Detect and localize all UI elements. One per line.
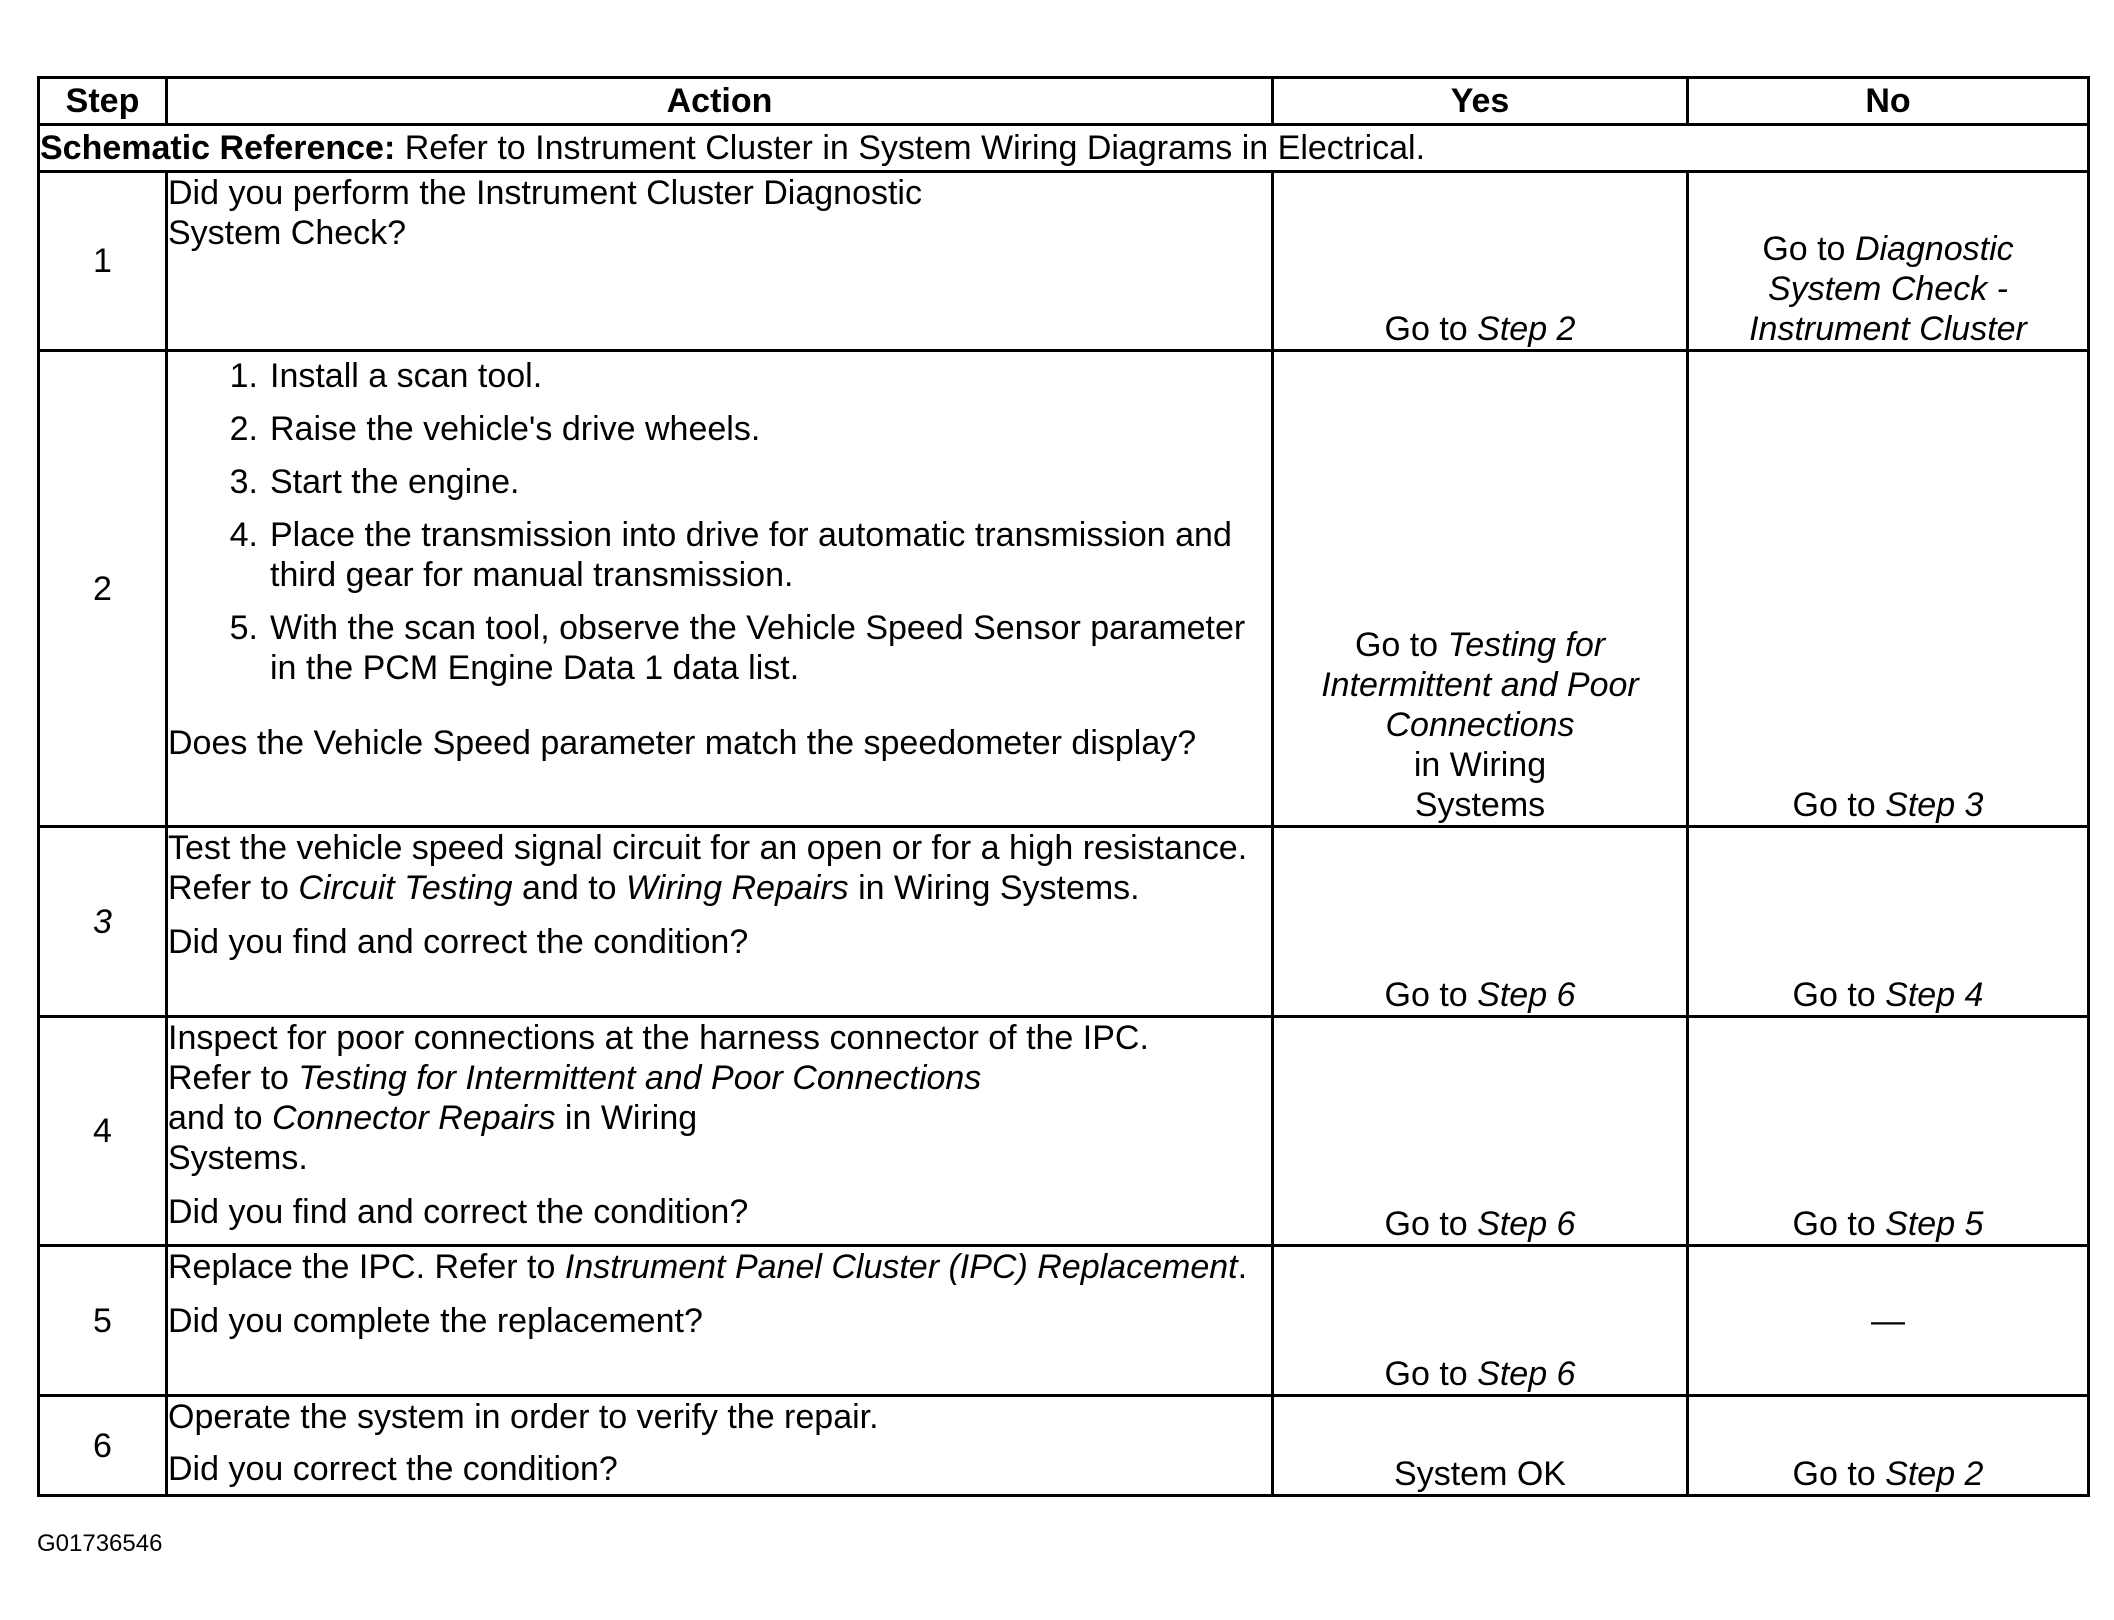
item-number: 2. bbox=[229, 410, 258, 448]
yes-cell bbox=[1273, 1396, 1688, 1496]
step-number: 5 bbox=[39, 1246, 167, 1396]
action-cell bbox=[167, 1246, 1273, 1396]
step-number: 6 bbox=[39, 1396, 167, 1496]
yes-cell bbox=[1273, 172, 1688, 351]
action-cell bbox=[167, 827, 1273, 1017]
item-text: With the scan tool, observe the Vehicle Speed Sensor parameter in the PCM Engine Data 1 data list. bbox=[270, 609, 1246, 687]
table-row bbox=[39, 172, 2089, 351]
header-step: Step bbox=[39, 78, 167, 125]
item-text: Place the transmission into drive for automatic transmission and third gear for manual transmission. bbox=[270, 516, 1232, 594]
no-prefix: Go to bbox=[1792, 976, 1876, 1014]
action-cell bbox=[167, 172, 1273, 351]
yes-cell bbox=[1273, 827, 1688, 1017]
yes-cell bbox=[1273, 1246, 1688, 1396]
yes-prefix: Go to bbox=[1384, 976, 1468, 1014]
action-text-part: in Wiring bbox=[564, 1099, 698, 1137]
table-row bbox=[39, 1017, 2089, 1246]
action-text-part: . bbox=[1237, 1248, 1248, 1286]
action-text-part: Refer to bbox=[168, 1059, 289, 1097]
header-action: Action bbox=[167, 78, 1273, 125]
yes-prefix: Go to bbox=[1384, 1355, 1468, 1393]
yes-suffix: in Wiring bbox=[1413, 746, 1547, 784]
action-text bbox=[168, 1247, 1271, 1287]
list-item bbox=[208, 462, 1271, 502]
diagnostic-table bbox=[37, 76, 2090, 1497]
action-cell bbox=[167, 351, 1273, 827]
yes-link[interactable]: Step 6 bbox=[1477, 1355, 1576, 1393]
yes-cell bbox=[1273, 351, 1688, 827]
item-text: Install a scan tool. bbox=[270, 357, 543, 395]
action-text bbox=[168, 828, 1271, 908]
yes-text: System OK bbox=[1394, 1455, 1566, 1493]
no-cell bbox=[1688, 1246, 2089, 1396]
schematic-reference bbox=[39, 125, 2089, 172]
header-yes: Yes bbox=[1273, 78, 1688, 125]
table-row bbox=[39, 351, 2089, 827]
no-link[interactable]: Step 4 bbox=[1885, 976, 1984, 1014]
action-text: Operate the system in order to verify the repair. bbox=[168, 1398, 879, 1436]
item-text: Raise the vehicle's drive wheels. bbox=[270, 410, 761, 448]
action-question: Did you find and correct the condition? bbox=[168, 923, 749, 961]
schematic-row bbox=[39, 125, 2089, 172]
no-cell bbox=[1688, 351, 2089, 827]
action-text-part: in Wiring Systems. bbox=[858, 869, 1140, 907]
table-row bbox=[39, 827, 2089, 1017]
action-text-part: Replace the IPC. Refer to bbox=[168, 1248, 556, 1286]
list-item bbox=[208, 515, 1271, 595]
yes-prefix: Go to bbox=[1384, 1205, 1468, 1243]
schematic-text: Refer to Instrument Cluster in System Wiring Diagrams in Electrical. bbox=[404, 129, 1426, 167]
no-prefix: Go to bbox=[1762, 230, 1846, 268]
no-cell bbox=[1688, 827, 2089, 1017]
item-text: Start the engine. bbox=[270, 463, 520, 501]
action-text-part: Systems. bbox=[168, 1139, 308, 1177]
no-cell bbox=[1688, 1396, 2089, 1496]
step-number: 1 bbox=[39, 172, 167, 351]
table-row bbox=[39, 1396, 2089, 1496]
header-row bbox=[39, 78, 2089, 125]
action-cell bbox=[167, 1396, 1273, 1496]
yes-link[interactable]: Testing for bbox=[1447, 626, 1606, 664]
yes-link[interactable]: Step 6 bbox=[1477, 1205, 1576, 1243]
step-number: 3 bbox=[39, 827, 167, 1017]
item-number: 4. bbox=[229, 516, 258, 554]
action-link[interactable]: Testing for Intermittent and Poor Connections bbox=[298, 1059, 982, 1097]
yes-prefix: Go to bbox=[1354, 626, 1439, 664]
header-no: No bbox=[1688, 78, 2089, 125]
action-cell bbox=[167, 1017, 1273, 1246]
yes-link[interactable]: Connections bbox=[1385, 706, 1575, 744]
yes-suffix: Systems bbox=[1414, 786, 1546, 824]
action-link[interactable]: Circuit Testing bbox=[298, 869, 513, 907]
no-prefix: Go to bbox=[1792, 786, 1876, 824]
no-link[interactable]: Step 3 bbox=[1885, 786, 1984, 824]
no-prefix: Go to bbox=[1792, 1455, 1876, 1493]
action-link[interactable]: Wiring Repairs bbox=[626, 869, 849, 907]
action-text-part: and to bbox=[522, 869, 617, 907]
action-text-part: Test the vehicle speed signal circuit for an open or for a high resistance. Refer to bbox=[168, 829, 1248, 907]
yes-link[interactable]: Step 6 bbox=[1477, 976, 1576, 1014]
no-cell bbox=[1688, 1017, 2089, 1246]
action-line: System Check? bbox=[168, 214, 407, 252]
action-text-part: and to bbox=[168, 1099, 263, 1137]
no-link[interactable]: Step 2 bbox=[1885, 1455, 1984, 1493]
action-link[interactable]: Instrument Panel Cluster (IPC) Replacement bbox=[564, 1248, 1238, 1286]
no-prefix: Go to bbox=[1792, 1205, 1876, 1243]
no-link[interactable]: System Check - bbox=[1768, 270, 2008, 308]
yes-link[interactable]: Intermittent and Poor bbox=[1321, 666, 1639, 704]
action-link[interactable]: Connector Repairs bbox=[271, 1099, 556, 1137]
no-cell bbox=[1688, 172, 2089, 351]
action-question: Does the Vehicle Speed parameter match the speedometer display? bbox=[168, 724, 1197, 762]
action-line: Inspect for poor connections at the harness connector of the IPC. bbox=[168, 1019, 1149, 1057]
step-number: 4 bbox=[39, 1017, 167, 1246]
list-item bbox=[208, 608, 1271, 688]
action-question: Did you complete the replacement? bbox=[168, 1302, 703, 1340]
action-line: Did you perform the Instrument Cluster Diagnostic bbox=[168, 174, 922, 212]
no-link[interactable]: Instrument Cluster bbox=[1749, 310, 2027, 348]
figure-id: G01736546 bbox=[37, 1530, 163, 1557]
yes-cell bbox=[1273, 1017, 1688, 1246]
procedure-list bbox=[168, 356, 1271, 688]
action-question: Did you find and correct the condition? bbox=[168, 1193, 749, 1231]
item-number: 5. bbox=[229, 609, 258, 647]
item-number: 1. bbox=[229, 357, 258, 395]
item-number: 3. bbox=[229, 463, 258, 501]
no-link[interactable]: Step 5 bbox=[1885, 1205, 1984, 1243]
list-item bbox=[208, 356, 1271, 396]
schematic-label: Schematic Reference: bbox=[40, 129, 396, 167]
no-dash: — bbox=[1871, 1301, 1905, 1340]
yes-link[interactable]: Step 2 bbox=[1477, 310, 1576, 348]
list-item bbox=[208, 409, 1271, 449]
action-question: Did you correct the condition? bbox=[168, 1450, 618, 1488]
action-text bbox=[168, 173, 1271, 253]
no-link[interactable]: Diagnostic bbox=[1854, 230, 2014, 268]
table-row bbox=[39, 1246, 2089, 1396]
yes-prefix: Go to bbox=[1384, 310, 1468, 348]
step-number: 2 bbox=[39, 351, 167, 827]
action-text bbox=[168, 1018, 1271, 1178]
